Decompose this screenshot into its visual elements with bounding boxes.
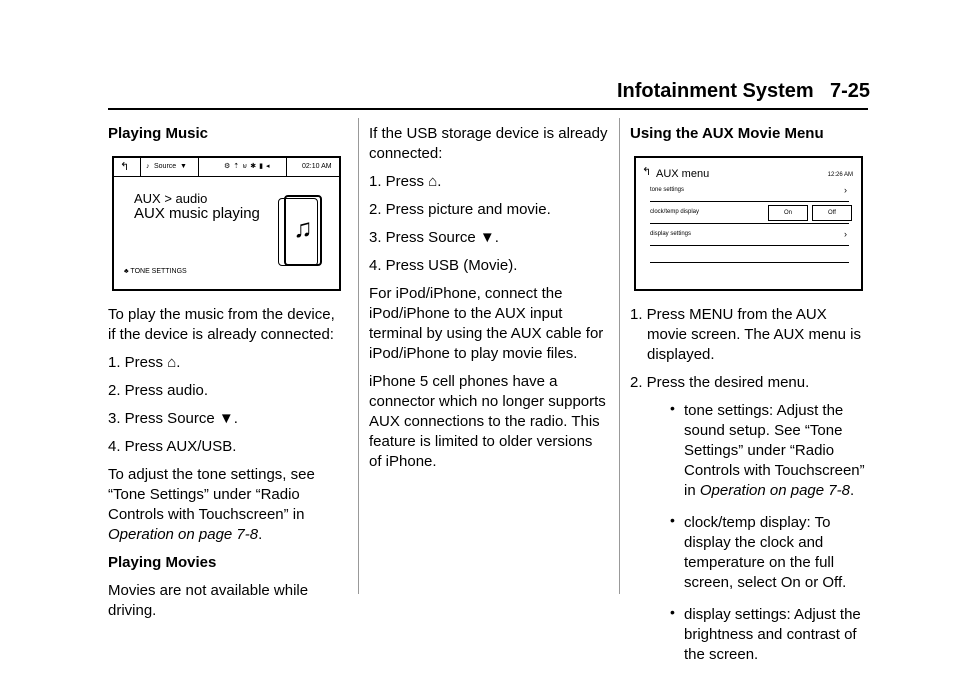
menu-row: display settings › [650, 224, 849, 246]
aux-audio-screen-illustration [112, 156, 341, 291]
home-icon: ⌂ [428, 173, 438, 190]
screen-top-bar [114, 158, 339, 177]
home-icon: ⌂ [167, 354, 177, 371]
page-number: 7-25 [830, 80, 871, 102]
status-icons: ⚙⇡⊍✱▮◂ [224, 163, 273, 170]
screen-menu-title: AUX menu [656, 168, 710, 180]
step: 3. Press Source ▼. [108, 410, 238, 427]
aux-menu-screen-illustration [634, 156, 863, 291]
menu-row: clock/temp display On Off [650, 202, 849, 224]
step: 1. Press ⌂. [369, 173, 442, 190]
on-button: On [768, 205, 808, 221]
step: 2. Press picture and movie. [369, 201, 551, 218]
step: 1. Press ⌂. [108, 354, 181, 371]
bullet-item: • tone settings: Adjust the sound setup. See “Tone Settings” under “Radio Controls with Touchscreen” in Operation on page 7-8. [630, 401, 870, 501]
bullet-item: • clock/temp display: To display the clock and temperature on the full screen, select On or Off. [630, 513, 870, 593]
heading-playing-movies: Playing Movies [108, 554, 217, 571]
back-icon: ↰ [642, 166, 652, 178]
source-down-icon: ▼ [218, 410, 234, 427]
paragraph: Movies are not available while driving. [108, 582, 309, 619]
cross-reference: Operation on page 7-8 [108, 526, 259, 543]
paragraph: To play the music from the device, if the device is already connected: [108, 306, 335, 343]
back-icon: ↰ [120, 161, 130, 173]
paragraph: To adjust the tone settings, see “Tone Settings” under “Radio Controls with Touchscreen” in Operation on page 7-8. [108, 466, 315, 543]
source-down-icon: ▼ [479, 229, 495, 246]
paragraph: iPhone 5 cell phones have a connector which no longer supports AUX connections to the radio. This feature is limited to older versions of iPhone. [369, 373, 606, 470]
album-art-icon: ♫ [284, 195, 322, 266]
music-note-icon: ♪ [146, 163, 150, 170]
step: 2. Press audio. [108, 382, 209, 399]
screen-source-path: AUX > audio [134, 191, 208, 206]
column-divider [619, 118, 620, 594]
tone-settings-icon: ♣ [124, 268, 131, 275]
menu-row: tone settings › [650, 180, 849, 202]
chevron-right-icon: › [844, 229, 847, 239]
step: 3. Press Source ▼. [369, 229, 499, 246]
section-title: Infotainment System [617, 80, 814, 102]
chevron-down-icon: ▼ [180, 163, 187, 170]
screen-footer-label: TONE SETTINGS [130, 268, 187, 275]
off-button: Off [812, 205, 852, 221]
header-rule [108, 108, 868, 110]
column-2 [369, 124, 609, 480]
cross-reference: Operation on page 7-8 [699, 482, 850, 499]
screen-source-label: Source [154, 163, 177, 170]
paragraph: If the USB storage device is already connected: [369, 125, 608, 162]
step: 4. Press AUX/USB. [108, 438, 237, 455]
step: 4. Press USB (Movie). [369, 257, 518, 274]
chevron-right-icon: › [844, 185, 847, 195]
screen-time: 12:26 AM [827, 172, 853, 178]
heading-playing-music: Playing Music [108, 125, 209, 142]
screen-status: AUX music playing [134, 205, 260, 222]
paragraph: For iPod/iPhone, connect the iPod/iPhone to the AUX input terminal by using the AUX cable for iPod/iPhone to play movie files. [369, 285, 604, 362]
step: 2. Press the desired menu. [630, 374, 810, 391]
screen-time: 02:10 AM [302, 163, 332, 170]
column-3 [630, 124, 870, 677]
column-divider [358, 118, 359, 594]
column-1 [108, 124, 340, 629]
step: 1. Press MENU from the AUX movie screen. The AUX menu is displayed. [630, 306, 861, 363]
bullet-item: • display settings: Adjust the brightness and contrast of the screen. [630, 605, 870, 665]
heading-aux-movie-menu: Using the AUX Movie Menu [630, 125, 824, 142]
